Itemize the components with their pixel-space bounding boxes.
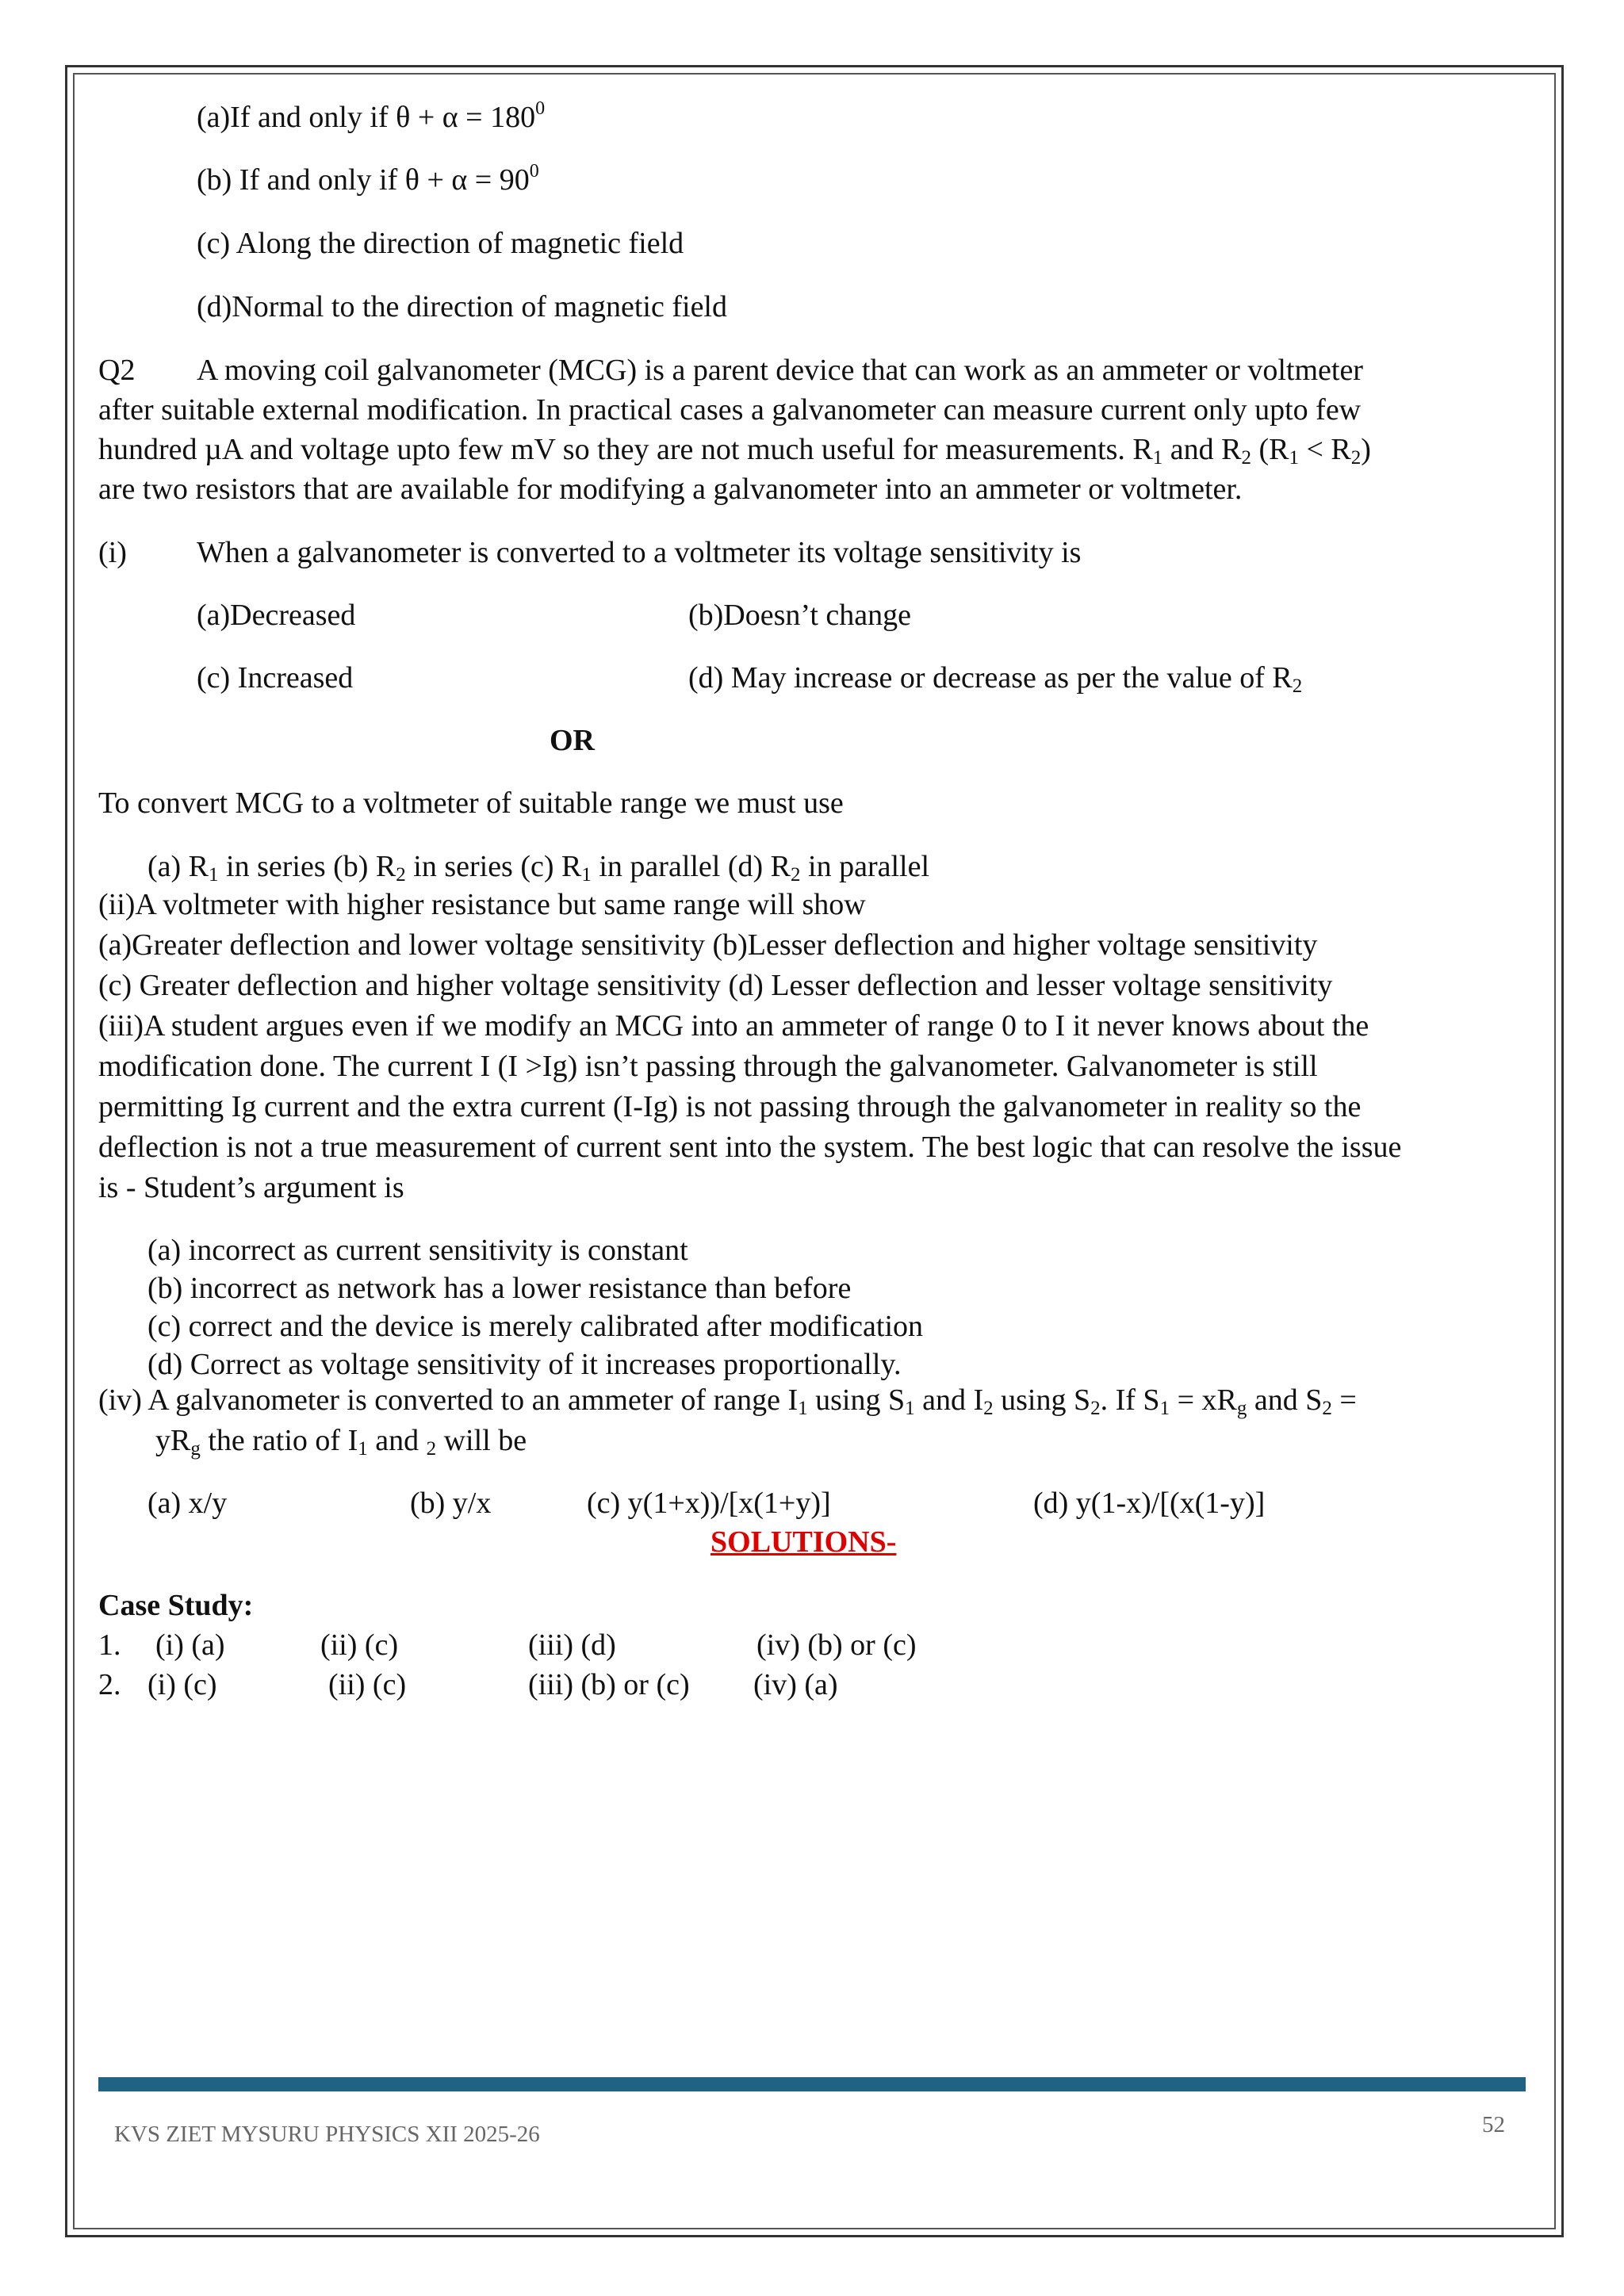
solutions-row-1-answer: (i) (a): [155, 1628, 225, 1662]
part-i-question: When a galvanometer is converted to a voltmeter its voltage sensitivity is: [197, 536, 1082, 569]
q2-intro-line-4: are two resistors that are available for modifying a galvanometer into an ammeter or voltmeter.: [98, 473, 1243, 506]
q2-intro-line-2: after suitable external modification. In practical cases a galvanometer can measure current only upto few: [98, 393, 1362, 427]
footer-text: KVS ZIET MYSURU PHYSICS XII 2025-26: [114, 2122, 540, 2147]
part-iii-line-3: permitting Ig current and the extra current (I-Ig) is not passing through the galvanometer in reality so the: [98, 1090, 1362, 1123]
page-number: 52: [1482, 2112, 1505, 2137]
part-iv-option-d: (d) y(1-x)/[(x(1-y)]: [1033, 1487, 1266, 1520]
solutions-row-2-answer: (ii) (c): [328, 1668, 407, 1701]
part-i-option-d: (d) May increase or decrease as per the value of $R_2$: [688, 661, 1303, 697]
part-i-alt-options: (a) $R_1$ in series (b) $R_2$ in series (c) $R_1$ in parallel (d) $R_2$ in parallel: [147, 850, 929, 886]
part-ii-question: (ii)A voltmeter with higher resistance but same range will show: [98, 888, 866, 921]
part-iv-option-a: (a) x/y: [147, 1487, 228, 1520]
part-iv-line-2: $yR_g$ the ratio of $I_1$ and $_2$ will be: [155, 1424, 527, 1460]
solutions-row-1-answer: (iii) (d): [528, 1628, 616, 1662]
solutions-row-2-number: 2.: [98, 1668, 121, 1701]
solutions-row-2-answer: (iv) (a): [753, 1668, 838, 1701]
part-iii-line-5: is - Student’s argument is: [98, 1171, 404, 1204]
part-iv-option-b: (b) y/x: [410, 1487, 492, 1520]
solutions-row-1-number: 1.: [98, 1628, 121, 1662]
part-iii-option-a: (a) incorrect as current sensitivity is constant: [147, 1234, 688, 1267]
solutions-row-1-answer: (ii) (c): [320, 1628, 399, 1662]
solutions-heading: SOLUTIONS-: [710, 1525, 897, 1559]
solutions-row-2-answer: (iii) (b) or (c): [528, 1668, 690, 1701]
part-ii-options-ab: (a)Greater deflection and lower voltage sensitivity (b)Lesser deflection and higher voltage sensitivity: [98, 928, 1318, 962]
part-i-alt-question: To convert MCG to a voltmeter of suitable range we must use: [98, 786, 844, 820]
q1-option-b: (b) If and only if $\theta + \alpha = 90^0$: [197, 161, 539, 197]
q1-option-a: (a)If and only if $\theta + \alpha = 180^0$: [197, 98, 546, 134]
part-ii-options-cd: (c) Greater deflection and higher voltage sensitivity (d) Lesser deflection and lesser voltage sensitivity: [98, 969, 1333, 1002]
part-iii-option-d: (d) Correct as voltage sensitivity of it increases proportionally.: [147, 1348, 902, 1381]
q1-option-d: (d)Normal to the direction of magnetic field: [197, 290, 727, 323]
part-iii-line-2: modification done. The current I (I >Ig) isn’t passing through the galvanometer. Galvanometer is still: [98, 1050, 1318, 1083]
q2-intro-line-3: hundred µA and voltage upto few mV so they are not much useful for measurements. $R_1$ and $R_2$ $(R_1 < R_2)$: [98, 433, 1371, 469]
part-iii-line-4: deflection is not a true measurement of current sent into the system. The best logic that can resolve the issue: [98, 1131, 1402, 1164]
part-iii-option-c: (c) correct and the device is merely calibrated after modification: [147, 1310, 923, 1343]
part-iv-line-1: (iv) A galvanometer is converted to an ammeter of range $I_1$ using $S_1$ and $I_2$ using $S_2$. If $S_1 = xR_g$ and $S_2$ =: [98, 1383, 1357, 1419]
q2-intro-line-1: A moving coil galvanometer (MCG) is a parent device that can work as an ammeter or voltmeter: [197, 354, 1363, 387]
part-i-option-a: (a)Decreased: [197, 599, 356, 632]
part-i-option-c: (c) Increased: [197, 661, 354, 695]
solutions-row-2-answer: (i) (c): [147, 1668, 217, 1701]
part-iv-option-c: (c) y(1+x))/[x(1+y)]: [587, 1487, 831, 1520]
or-separator: OR: [550, 724, 595, 757]
case-study-heading: Case Study:: [98, 1589, 254, 1622]
solutions-row-1-answer: (iv) (b) or (c): [756, 1628, 917, 1662]
part-i-option-b: (b)Doesn’t change: [688, 599, 912, 632]
q1-option-c: (c) Along the direction of magnetic field: [197, 227, 684, 260]
q2-number: Q2: [98, 354, 136, 387]
part-i-number: (i): [98, 536, 127, 569]
part-iii-line-1: (iii)A student argues even if we modify an MCG into an ammeter of range 0 to I it never knows about the: [98, 1009, 1369, 1043]
footer-bar: [98, 2077, 1526, 2091]
part-iii-option-b: (b) incorrect as network has a lower resistance than before: [147, 1272, 852, 1305]
